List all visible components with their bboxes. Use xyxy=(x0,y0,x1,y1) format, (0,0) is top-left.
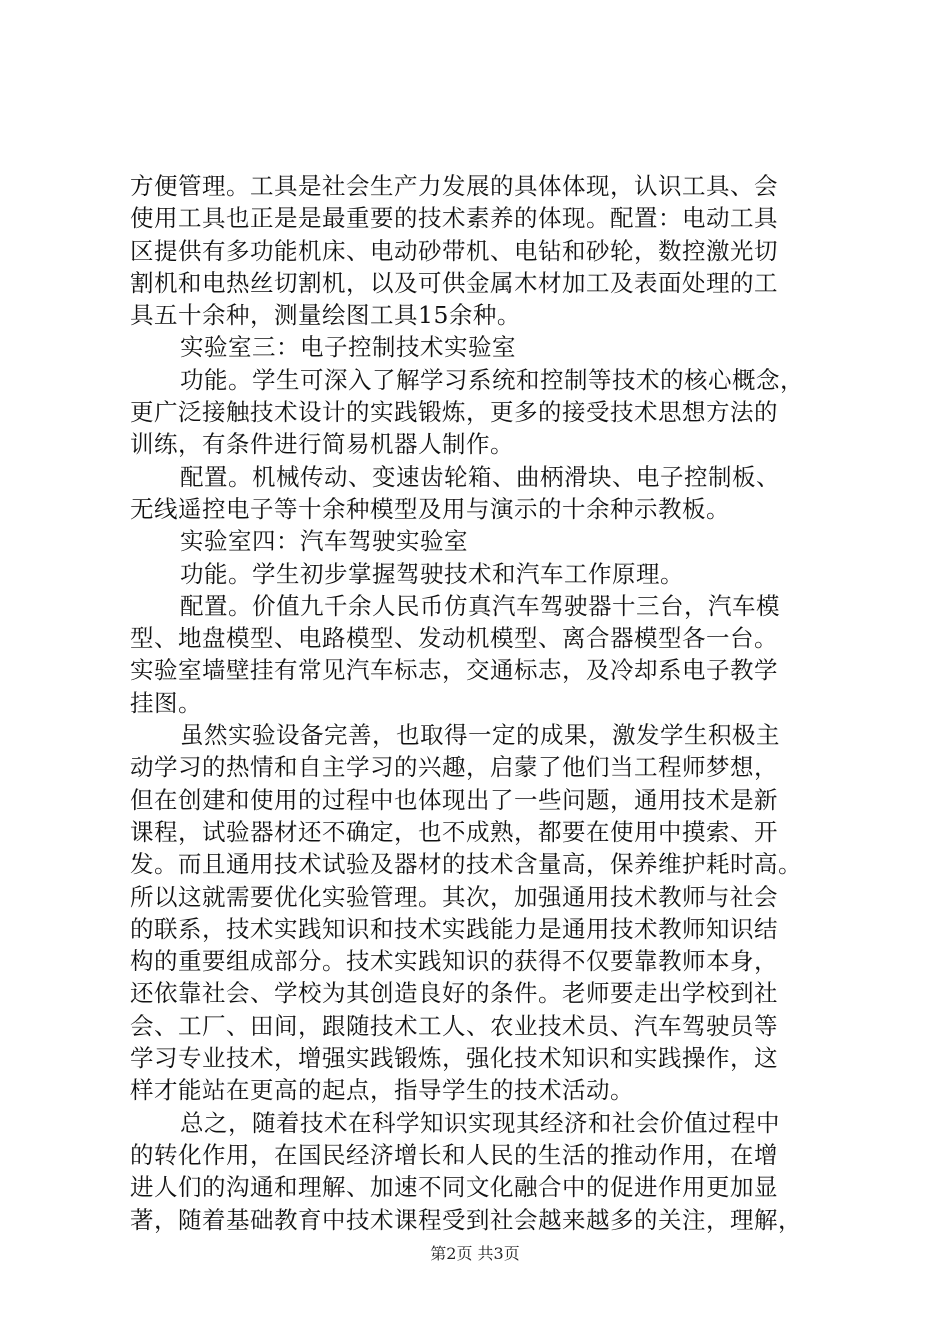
text-line: 学习专业技术，增强实践锻炼，强化技术知识和实践操作，这 xyxy=(130,1044,778,1073)
text-line: 使用工具也正是是最重要的技术素养的体现。配置：电动工具 xyxy=(130,204,778,233)
text-line: 挂图。 xyxy=(130,688,202,717)
text-line: 型、地盘模型、电路模型、发动机模型、离合器模型各一台。 xyxy=(130,624,778,653)
text-line: 训练，有条件进行简易机器人制作。 xyxy=(130,430,514,459)
text-line: 方便管理。工具是社会生产力发展的具体体现，认识工具、会 xyxy=(130,172,778,200)
text-line: 实验室墙壁挂有常见汽车标志，交通标志，及冷却系电子教学 xyxy=(130,656,778,685)
text-line: 实验室三：电子控制技术实验室 xyxy=(180,333,516,362)
text-line: 功能。学生初步掌握驾驶技术和汽车工作原理。 xyxy=(180,559,684,588)
text-line: 会、工厂、田间，跟随技术工人、农业技术员、汽车驾驶员等 xyxy=(130,1011,778,1040)
text-line: 的联系，技术实践知识和技术实践能力是通用技术教师知识结 xyxy=(130,914,778,943)
page-footer: 第2页 共3页 xyxy=(430,1244,520,1263)
text-line: 配置。机械传动、变速齿轮箱、曲柄滑块、电子控制板、 xyxy=(180,462,780,491)
text-line: 割机和电热丝切割机，以及可供金属木材加工及表面处理的工 xyxy=(130,268,778,297)
text-line: 样才能站在更高的起点，指导学生的技术活动。 xyxy=(130,1076,634,1105)
text-line: 区提供有多功能机床、电动砂带机、电钻和砂轮，数控激光切 xyxy=(130,236,778,265)
text-line: 更广泛接触技术设计的实践锻炼，更多的接受技术思想方法的 xyxy=(130,398,778,427)
text-line: 功能。学生可深入了解学习系统和控制等技术的核心概念， xyxy=(180,365,804,394)
text-line: 总之，随着技术在科学知识实现其经济和社会价值过程中 xyxy=(180,1108,780,1137)
text-line: 还依靠社会、学校为其创造良好的条件。老师要走出学校到社 xyxy=(130,979,778,1008)
text-line: 配置。价值九千余人民币仿真汽车驾驶器十三台，汽车模 xyxy=(180,591,780,620)
body-text xyxy=(130,170,842,1236)
text-line: 的转化作用，在国民经济增长和人民的生活的推动作用，在增 xyxy=(130,1140,778,1169)
text-line: 构的重要组成部分。技术实践知识的获得不仅要靠教师本身， xyxy=(130,947,778,976)
text-line: 但在创建和使用的过程中也体现出了一些问题，通用技术是新 xyxy=(130,785,778,814)
text-line: 所以这就需要优化实验管理。其次，加强通用技术教师与社会 xyxy=(130,882,778,911)
text-line: 发。而且通用技术试验及器材的技术含量高，保养维护耗时高。 xyxy=(130,850,802,879)
text-line: 无线遥控电子等十余种模型及用与演示的十余种示教板。 xyxy=(130,494,730,523)
text-line: 具五十余种，测量绘图工具15余种。 xyxy=(130,301,521,330)
text-line: 课程，试验器材还不确定，也不成熟，都要在使用中摸索、开 xyxy=(130,817,778,846)
text-line: 虽然实验设备完善，也取得一定的成果，激发学生积极主 xyxy=(180,721,780,750)
text-line: 进人们的沟通和理解、加速不同文化融合中的促进作用更加显 xyxy=(130,1173,778,1202)
text-line: 动学习的热情和自主学习的兴趣，启蒙了他们当工程师梦想， xyxy=(130,753,778,782)
text-line: 实验室四：汽车驾驶实验室 xyxy=(180,527,468,556)
text-line: 著，随着基础教育中技术课程受到社会越来越多的关注，理解， xyxy=(130,1205,802,1234)
